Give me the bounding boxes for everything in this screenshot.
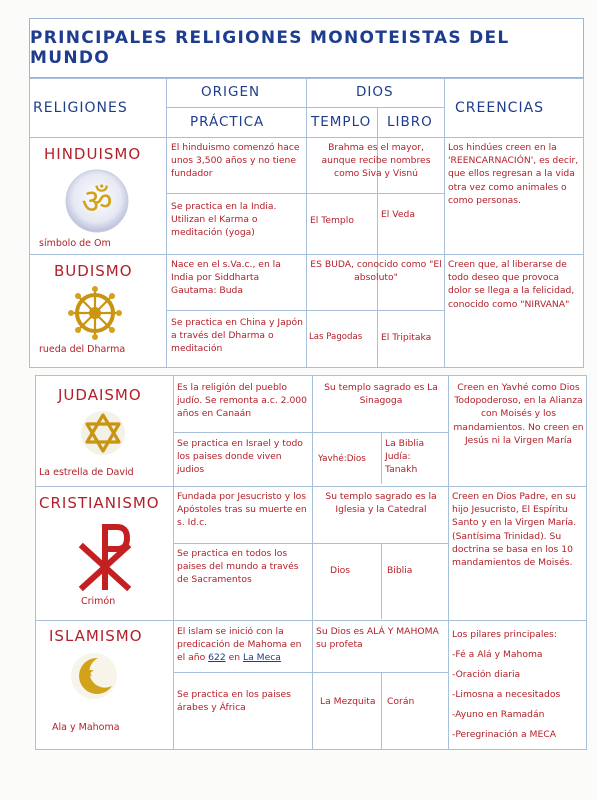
pilares-title: Los pilares principales: bbox=[452, 629, 557, 640]
templo-judaismo: Yavhé:Dios bbox=[318, 454, 366, 464]
origen-islamismo-text: El islam se inició con la predicación de Mahoma en el año bbox=[177, 626, 302, 664]
header-origen: ORIGEN bbox=[201, 84, 261, 100]
creencias-islamismo bbox=[452, 625, 586, 745]
dios-islamismo: Su Dios es ALÁ Y MAHOMA su profeta bbox=[316, 626, 439, 651]
religion-name-islamismo: ISLAMISMO bbox=[49, 627, 143, 645]
practica-islamismo: Se practica en los paises árabes y África bbox=[177, 689, 291, 714]
star-of-david-icon bbox=[80, 410, 126, 456]
caption-islamismo: Ala y Mahoma bbox=[52, 722, 120, 733]
origen-cristianismo: Fundada por Jesucristo y los Apóstoles tras su muerte en s. Id.c. bbox=[177, 491, 307, 529]
pilar-item: -Oración diaria bbox=[452, 669, 521, 680]
pilar-item: -Fé a Alá y Mahoma bbox=[452, 649, 543, 660]
header-libro: LIBRO bbox=[387, 114, 433, 130]
header-practica: PRÁCTICA bbox=[190, 114, 265, 130]
creencias-hinduismo: Los hindúes creen en la 'REENCARNACIÓN', es decir, que ellos regresan a la vida otra vez como animales o como personas. bbox=[448, 142, 579, 206]
origen-hinduismo: El hinduismo comenzó hace unos 3,500 años y no tiene fundador bbox=[171, 142, 300, 180]
libro-judaismo: La Biblia Judía: Tanakh bbox=[385, 438, 425, 476]
practica-hinduismo: Se practica en la India. Utilizan el Karma o meditación (yoga) bbox=[171, 201, 277, 239]
religion-name-budismo: BUDISMO bbox=[54, 262, 133, 280]
practica-judaismo: Se practica en Israel y todo los paises donde viven judios bbox=[177, 438, 303, 476]
dios-hinduismo: Brahma es el mayor, aunque recibe nombres como Siva y Visnú bbox=[321, 142, 431, 180]
header-creencias: CREENCIAS bbox=[455, 100, 545, 116]
creencias-budismo: Creen que, al liberarse de todo deseo que provoca dolor se llega a la felicidad, conocido como "NIRVANA" bbox=[448, 259, 575, 310]
practica-budismo: Se practica en China y Japón a través del Dharma o meditación bbox=[171, 317, 303, 355]
pilar-item: -Peregrinación a MECA bbox=[452, 729, 556, 740]
libro-budismo: El Tripitaka bbox=[381, 332, 432, 343]
origen-islamismo-en: en bbox=[228, 652, 241, 664]
origen-islamismo-link[interactable]: La Meca bbox=[243, 652, 281, 664]
religion-name-cristianismo: CRISTIANISMO bbox=[39, 494, 160, 512]
om-icon bbox=[64, 168, 130, 234]
caption-judaismo: La estrella de David bbox=[39, 467, 134, 478]
dios-budismo: ES BUDA, conocido como "El absoluto" bbox=[310, 259, 442, 284]
header-religiones: RELIGIONES bbox=[33, 100, 128, 116]
origen-judaismo: Es la religión del pueblo judío. Se remonta a.c. 2.000 años en Canaán bbox=[177, 382, 307, 420]
header-dios: DIOS bbox=[356, 84, 394, 100]
pilar-item: -Ayuno en Ramadán bbox=[452, 709, 545, 720]
dios-judaismo: Su templo sagrado es La Sinagoga bbox=[324, 382, 438, 407]
religion-name-judaismo: JUDAISMO bbox=[58, 386, 142, 404]
origen-islamismo-year: 622 bbox=[208, 652, 226, 664]
caption-hinduismo: símbolo de Om bbox=[39, 238, 111, 249]
svg-text:ॐ: ॐ bbox=[81, 182, 113, 222]
libro-hinduismo: El Veda bbox=[381, 209, 415, 220]
libro-cristianismo: Biblia bbox=[387, 565, 413, 576]
caption-cristianismo: Crimón bbox=[81, 596, 116, 607]
page-title: PRINCIPALES RELIGIONES MONOTEISTAS DEL MUNDO bbox=[29, 18, 584, 78]
templo-budismo: Las Pagodas bbox=[309, 332, 363, 342]
creencias-judaismo: Creen en Yavhé como Dios Todopoderoso, en la Alianza con Moisés y los mandamientos. No creen en Jesús ni la Virgen María bbox=[453, 382, 584, 446]
templo-hinduismo: El Templo bbox=[310, 215, 354, 226]
dios-cristianismo: Su templo sagrado es la Iglesia y la Catedral bbox=[325, 491, 437, 516]
pilar-item: -Limosna a necesitados bbox=[452, 689, 561, 700]
origen-islamismo bbox=[177, 625, 310, 665]
caption-budismo: rueda del Dharma bbox=[39, 344, 126, 355]
libro-islamismo: Corán bbox=[387, 696, 415, 707]
creencias-cristianismo: Creen en Dios Padre, en su hijo Jesucristo, El Espíritu Santo y en la Virgen María. (Santísima Trinidad). Su doctrina se basa en los 10 mandamientos de Moisés. bbox=[452, 491, 577, 569]
templo-cristianismo: Dios bbox=[330, 565, 351, 576]
origen-budismo: Nace en el s.Va.c., en la India por Siddharta Gautama: Buda bbox=[171, 259, 281, 297]
templo-islamismo: La Mezquita bbox=[320, 696, 376, 707]
religion-name-hinduismo: HINDUISMO bbox=[44, 145, 142, 163]
dharma-wheel-icon bbox=[68, 286, 122, 340]
crescent-star-icon bbox=[70, 652, 118, 700]
chi-rho-icon bbox=[77, 521, 133, 591]
practica-cristianismo: Se practica en todos los paises del mundo a través de Sacramentos bbox=[177, 548, 299, 586]
header-templo: TEMPLO bbox=[311, 114, 372, 130]
